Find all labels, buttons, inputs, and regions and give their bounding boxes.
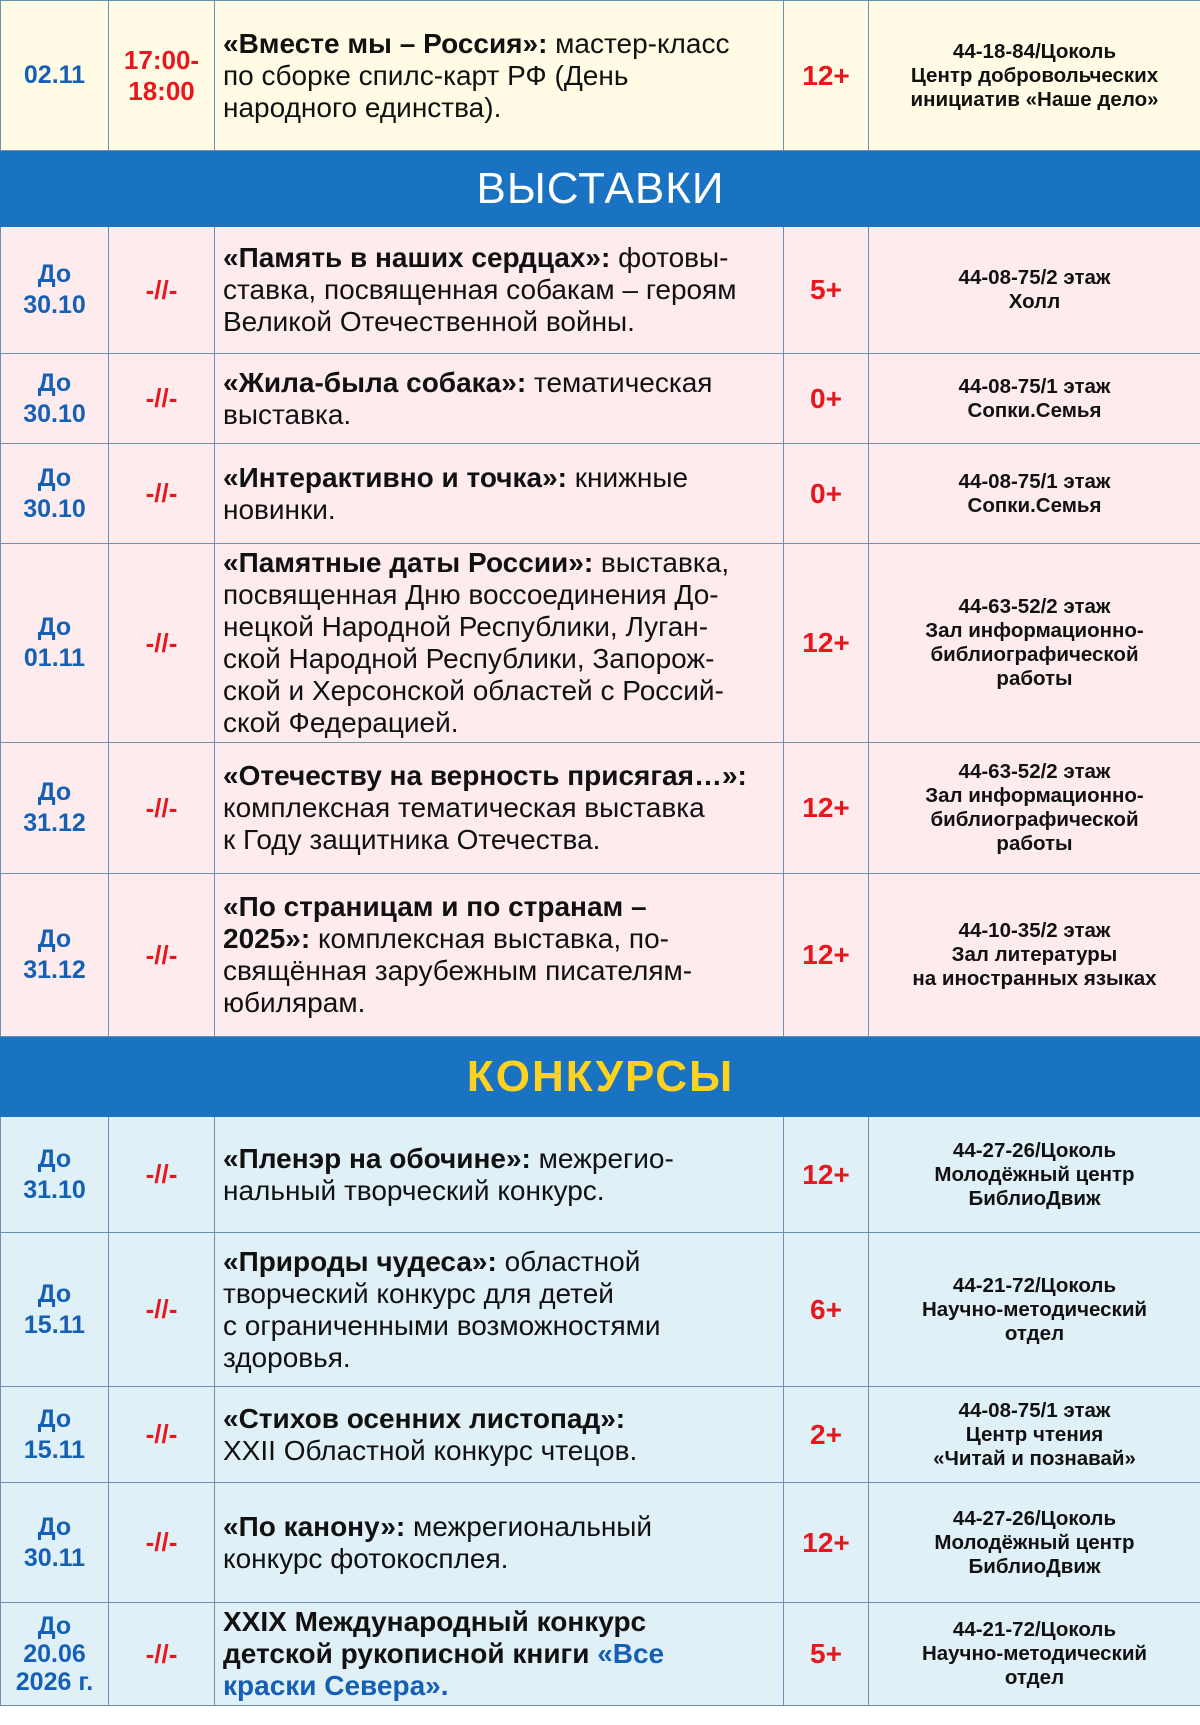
section-header-exhibitions <box>1 151 1200 227</box>
event-time: -//- <box>109 874 215 1037</box>
event-date: До 31.12 <box>1 874 109 1037</box>
event-date: До 15.11 <box>1 1387 109 1483</box>
age-rating: 12+ <box>784 743 869 874</box>
event-description: «Жила-была собака»: тематическая выставка. <box>215 354 784 444</box>
event-row <box>1 354 1200 444</box>
event-time: 17:00- 18:00 <box>109 1 215 151</box>
age-rating: 12+ <box>784 1117 869 1233</box>
event-row <box>1 1117 1200 1233</box>
event-description: «Отечеству на верность присягая…»: комплексная тематическая выставка к Году защитника Отечества. <box>215 743 784 874</box>
event-description: «По канону»: межрегиональный конкурс фотокосплея. <box>215 1483 784 1603</box>
event-date: 02.11 <box>1 1 109 151</box>
event-time: -//- <box>109 1603 215 1706</box>
event-date: До 31.10 <box>1 1117 109 1233</box>
event-time: -//- <box>109 227 215 354</box>
event-time: -//- <box>109 444 215 544</box>
event-time: -//- <box>109 1387 215 1483</box>
event-time: -//- <box>109 1233 215 1387</box>
age-rating: 5+ <box>784 227 869 354</box>
event-row <box>1 227 1200 354</box>
age-rating: 12+ <box>784 1 869 151</box>
event-location: 44-18-84/Цоколь Центр добровольческих инициатив «Наше дело» <box>869 1 1200 151</box>
event-location: 44-08-75/1 этаж Сопки.Семья <box>869 354 1200 444</box>
age-rating: 0+ <box>784 444 869 544</box>
age-rating: 12+ <box>784 874 869 1037</box>
event-time: -//- <box>109 354 215 444</box>
event-row <box>1 444 1200 544</box>
event-location: 44-10-35/2 этаж Зал литературы на иностранных языках <box>869 874 1200 1037</box>
event-row <box>1 1233 1200 1387</box>
event-row <box>1 1387 1200 1483</box>
event-location: 44-27-26/Цоколь Молодёжный центр БиблиоДвиж <box>869 1117 1200 1233</box>
event-row <box>1 743 1200 874</box>
age-rating: 0+ <box>784 354 869 444</box>
event-time: -//- <box>109 1117 215 1233</box>
event-row <box>1 1603 1200 1706</box>
age-rating: 12+ <box>784 1483 869 1603</box>
event-description: «Пленэр на обочине»: межрегио- нальный творческий конкурс. <box>215 1117 784 1233</box>
event-description: «Природы чудеса»: областной творческий конкурс для детей с ограниченными возможностями здоровья. <box>215 1233 784 1387</box>
event-row <box>1 874 1200 1037</box>
event-location: 44-63-52/2 этаж Зал информационно- библиографической работы <box>869 743 1200 874</box>
event-location: 44-21-72/Цоколь Научно-методический отдел <box>869 1603 1200 1706</box>
event-location: 44-08-75/2 этаж Холл <box>869 227 1200 354</box>
event-description: XXIX Международный конкурс детской рукописной книги «Все краски Севера». <box>215 1603 784 1706</box>
event-date: До 30.10 <box>1 354 109 444</box>
age-rating: 5+ <box>784 1603 869 1706</box>
event-description: «По страницам и по странам – 2025»: комплексная выставка, по- свящённая зарубежным писателям- юбилярам. <box>215 874 784 1037</box>
event-description: «Стихов осенних листопад»: XXII Областной конкурс чтецов. <box>215 1387 784 1483</box>
event-description: «Памятные даты России»: выставка, посвященная Дню воссоединения До- нецкой Народной Республики, Луган- ской Народной Республики, Запорож- ской и Херсонской областей с Россий- ской Федерацией. <box>215 544 784 743</box>
event-description: «Вместе мы – Россия»: мастер-класс по сборке спилс-карт РФ (День народного единства). <box>215 1 784 151</box>
event-date: До 30.11 <box>1 1483 109 1603</box>
event-description: «Интерактивно и точка»: книжные новинки. <box>215 444 784 544</box>
event-row <box>1 1483 1200 1603</box>
event-date: До 31.12 <box>1 743 109 874</box>
event-location: 44-08-75/1 этаж Сопки.Семья <box>869 444 1200 544</box>
event-date: До 20.06 2026 г. <box>1 1603 109 1706</box>
section-title: ВЫСТАВКИ <box>1 151 1200 227</box>
age-rating: 6+ <box>784 1233 869 1387</box>
event-date: До 01.11 <box>1 544 109 743</box>
event-time: -//- <box>109 743 215 874</box>
event-time: -//- <box>109 544 215 743</box>
age-rating: 2+ <box>784 1387 869 1483</box>
event-row <box>1 1 1200 151</box>
event-location: 44-08-75/1 этаж Центр чтения «Читай и познавай» <box>869 1387 1200 1483</box>
section-title: КОНКУРСЫ <box>1 1037 1200 1117</box>
event-time: -//- <box>109 1483 215 1603</box>
section-header-contests <box>1 1037 1200 1117</box>
event-date: До 30.10 <box>1 227 109 354</box>
event-description: «Память в наших сердцах»: фотовы- ставка, посвященная собакам – героям Великой Отечественной войны. <box>215 227 784 354</box>
age-rating: 12+ <box>784 544 869 743</box>
event-location: 44-21-72/Цоколь Научно-методический отдел <box>869 1233 1200 1387</box>
event-row <box>1 544 1200 743</box>
event-location: 44-27-26/Цоколь Молодёжный центр БиблиоДвиж <box>869 1483 1200 1603</box>
event-location: 44-63-52/2 этаж Зал информационно- библиографической работы <box>869 544 1200 743</box>
event-date: До 30.10 <box>1 444 109 544</box>
event-date: До 15.11 <box>1 1233 109 1387</box>
